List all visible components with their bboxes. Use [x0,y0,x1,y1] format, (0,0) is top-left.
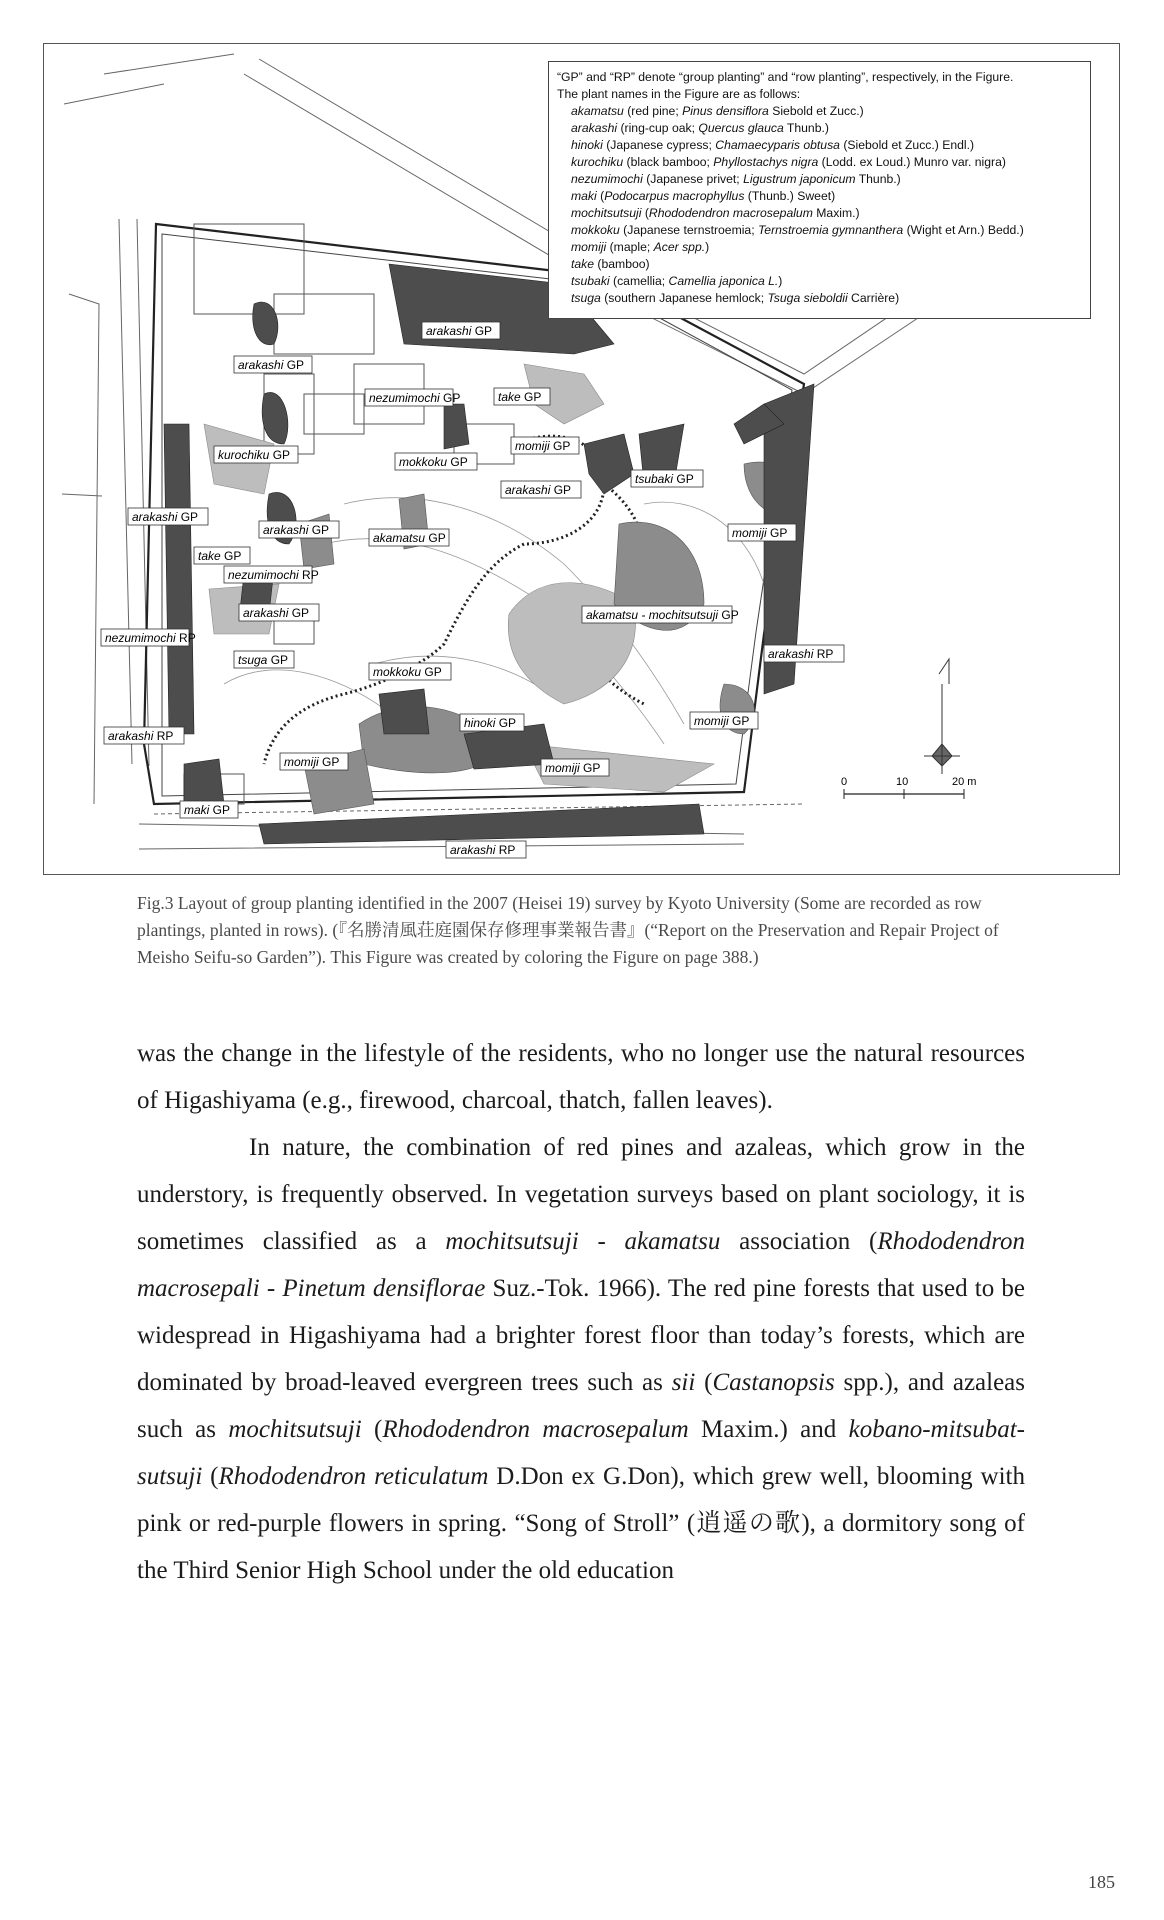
plant-label [631,470,703,487]
caption-text: Fig.3 Layout of group planting identified in the 2007 (Heisei 19) survey by Kyoto University (Some are recorded as row plantings, planted in rows). (『名勝清風荘庭園保存修理事業報告書』(“Report on the Preservation and Repair Project of Meisho Seifu-so Garden”). This Figure was created by coloring the Figure on page 388.) [137,893,999,967]
plant-label [460,714,524,731]
svg-text:maki GP: maki GP [184,803,231,817]
svg-text:momiji GP: momiji GP [732,526,788,540]
svg-text:momiji GP: momiji GP [284,755,340,769]
plant-label [395,453,477,470]
svg-text:arakashi RP: arakashi RP [768,647,834,661]
plant-label [101,629,196,646]
plant-label [494,388,550,405]
legend-item: arakashi (ring-cup oak; Quercus glauca Thunb.) [571,121,829,135]
plant-label [224,566,319,583]
map-legend [548,61,1091,319]
svg-text:arakashi GP: arakashi GP [243,606,310,620]
svg-text:kurochiku GP: kurochiku GP [218,448,291,462]
svg-text:akamatsu GP: akamatsu GP [373,531,446,545]
scale-tick-10: 10 [896,776,909,788]
svg-text:momiji GP: momiji GP [545,761,601,775]
plant-label [728,524,796,541]
svg-text:arakashi RP: arakashi RP [108,729,174,743]
plant-label [582,606,739,623]
north-arrow-icon [924,659,960,774]
svg-text:nezumimochi GP: nezumimochi GP [369,391,461,405]
plant-label [239,604,319,621]
svg-text:tsubaki GP: tsubaki GP [635,472,694,486]
scale-tick-0: 0 [841,776,848,788]
legend-item: nezumimochi (Japanese privet; Ligustrum japonicum Thunb.) [571,172,901,186]
page-number: 185 [1088,1872,1115,1892]
legend-item: maki (Podocarpus macrophyllus (Thunb.) Sweet) [571,189,836,203]
body-text [137,1030,1025,1594]
svg-text:arakashi RP: arakashi RP [450,843,516,857]
plant-label [194,547,250,564]
plant-label [541,759,609,776]
figure-3-map [43,43,1120,875]
svg-text:take GP: take GP [498,390,542,404]
svg-text:hinoki GP: hinoki GP [464,716,517,730]
svg-text:arakashi GP: arakashi GP [132,510,199,524]
plant-label [764,645,844,662]
svg-text:take GP: take GP [198,549,242,563]
svg-text:arakashi GP: arakashi GP [505,483,572,497]
legend-intro: The plant names in the Figure are as follows: [557,87,801,101]
plant-label [501,481,581,498]
legend-item: momiji (maple; Acer spp.) [571,240,710,254]
paragraph: was the change in the lifestyle of the residents, who no longer use the natural resources of Higashiyama (e.g., firewood, charcoal, thatch, fallen leaves). [137,1040,1025,1114]
dark-planting-areas [164,264,814,844]
svg-text:momiji GP: momiji GP [515,439,571,453]
plant-label [446,841,526,858]
svg-text:arakashi GP: arakashi GP [426,324,493,338]
legend-intro: “GP” and “RP” denote “group planting” and “row planting”, respectively, in the Figure. [557,70,1014,84]
plant-label [128,508,208,525]
plant-label [234,651,294,668]
svg-text:nezumimochi RP: nezumimochi RP [105,631,196,645]
plant-label [369,663,451,680]
plant-label [280,753,348,770]
plant-label [259,521,339,538]
plant-label [214,446,298,463]
legend-item: mochitsutsuji (Rhododendron macrosepalum Maxim.) [571,206,860,220]
scale-tick-20: 20 m [952,776,977,788]
plant-label [365,389,460,406]
scale-bar [841,776,976,799]
figure-caption [137,890,1027,971]
plant-label [180,801,238,818]
plant-label [369,529,449,546]
svg-text:nezumimochi RP: nezumimochi RP [228,568,319,582]
legend-item: hinoki (Japanese cypress; Chamaecyparis obtusa (Siebold et Zucc.) Endl.) [571,138,975,152]
plant-label [234,356,312,373]
legend-item: take (bamboo) [571,257,650,271]
legend-item: mokkoku (Japanese ternstroemia; Ternstroemia gymnanthera (Wight et Arn.) Bedd.) [571,223,1024,237]
svg-text:mokkoku GP: mokkoku GP [373,665,442,679]
plant-label [104,727,184,744]
paragraph: In nature, the combination of red pines and azaleas, which grow in the understory, is frequently observed. In vegetation surveys based on plant sociology, it is sometimes classified as a mochitsutsuji - akamatsu association (Rhododendron macrosepali - Pinetum densiflorae Suz.-Tok. 1966). The red pine forests that used to be widespread in Higashiyama had a brighter forest floor than today’s forests, which are dominated by broad-leaved evergreen trees such as sii (Castanopsis spp.), and azaleas such as mochitsutsuji (Rhododendron macrosepalum Maxim.) and kobano-mitsubat-sutsuji (Rhododendron reticulatum D.Don ex G.Don), which grew well, blooming with pink or red-purple flowers in spring. “Song of Stroll” (逍遥の歌), a dormitory song of the Third Senior High School under the old education [137,1134,1026,1584]
svg-text:mokkoku GP: mokkoku GP [399,455,468,469]
plant-label [422,322,500,339]
svg-text:arakashi GP: arakashi GP [238,358,305,372]
legend-item: tsuga (southern Japanese hemlock; Tsuga sieboldii Carrière) [571,291,900,305]
legend-item: akamatsu (red pine; Pinus densiflora Siebold et Zucc.) [571,104,864,118]
svg-text:tsuga GP: tsuga GP [238,653,289,667]
plant-label [690,712,758,729]
svg-text:momiji GP: momiji GP [694,714,750,728]
legend-item: tsubaki (camellia; Camellia japonica L.) [571,274,783,288]
legend-item: kurochiku (black bamboo; Phyllostachys nigra (Lodd. ex Loud.) Munro var. nigra) [571,155,1006,169]
svg-text:arakashi GP: arakashi GP [263,523,330,537]
plant-label [511,437,579,454]
svg-text:akamatsu - mochitsutsuji GP: akamatsu - mochitsutsuji GP [586,608,739,622]
